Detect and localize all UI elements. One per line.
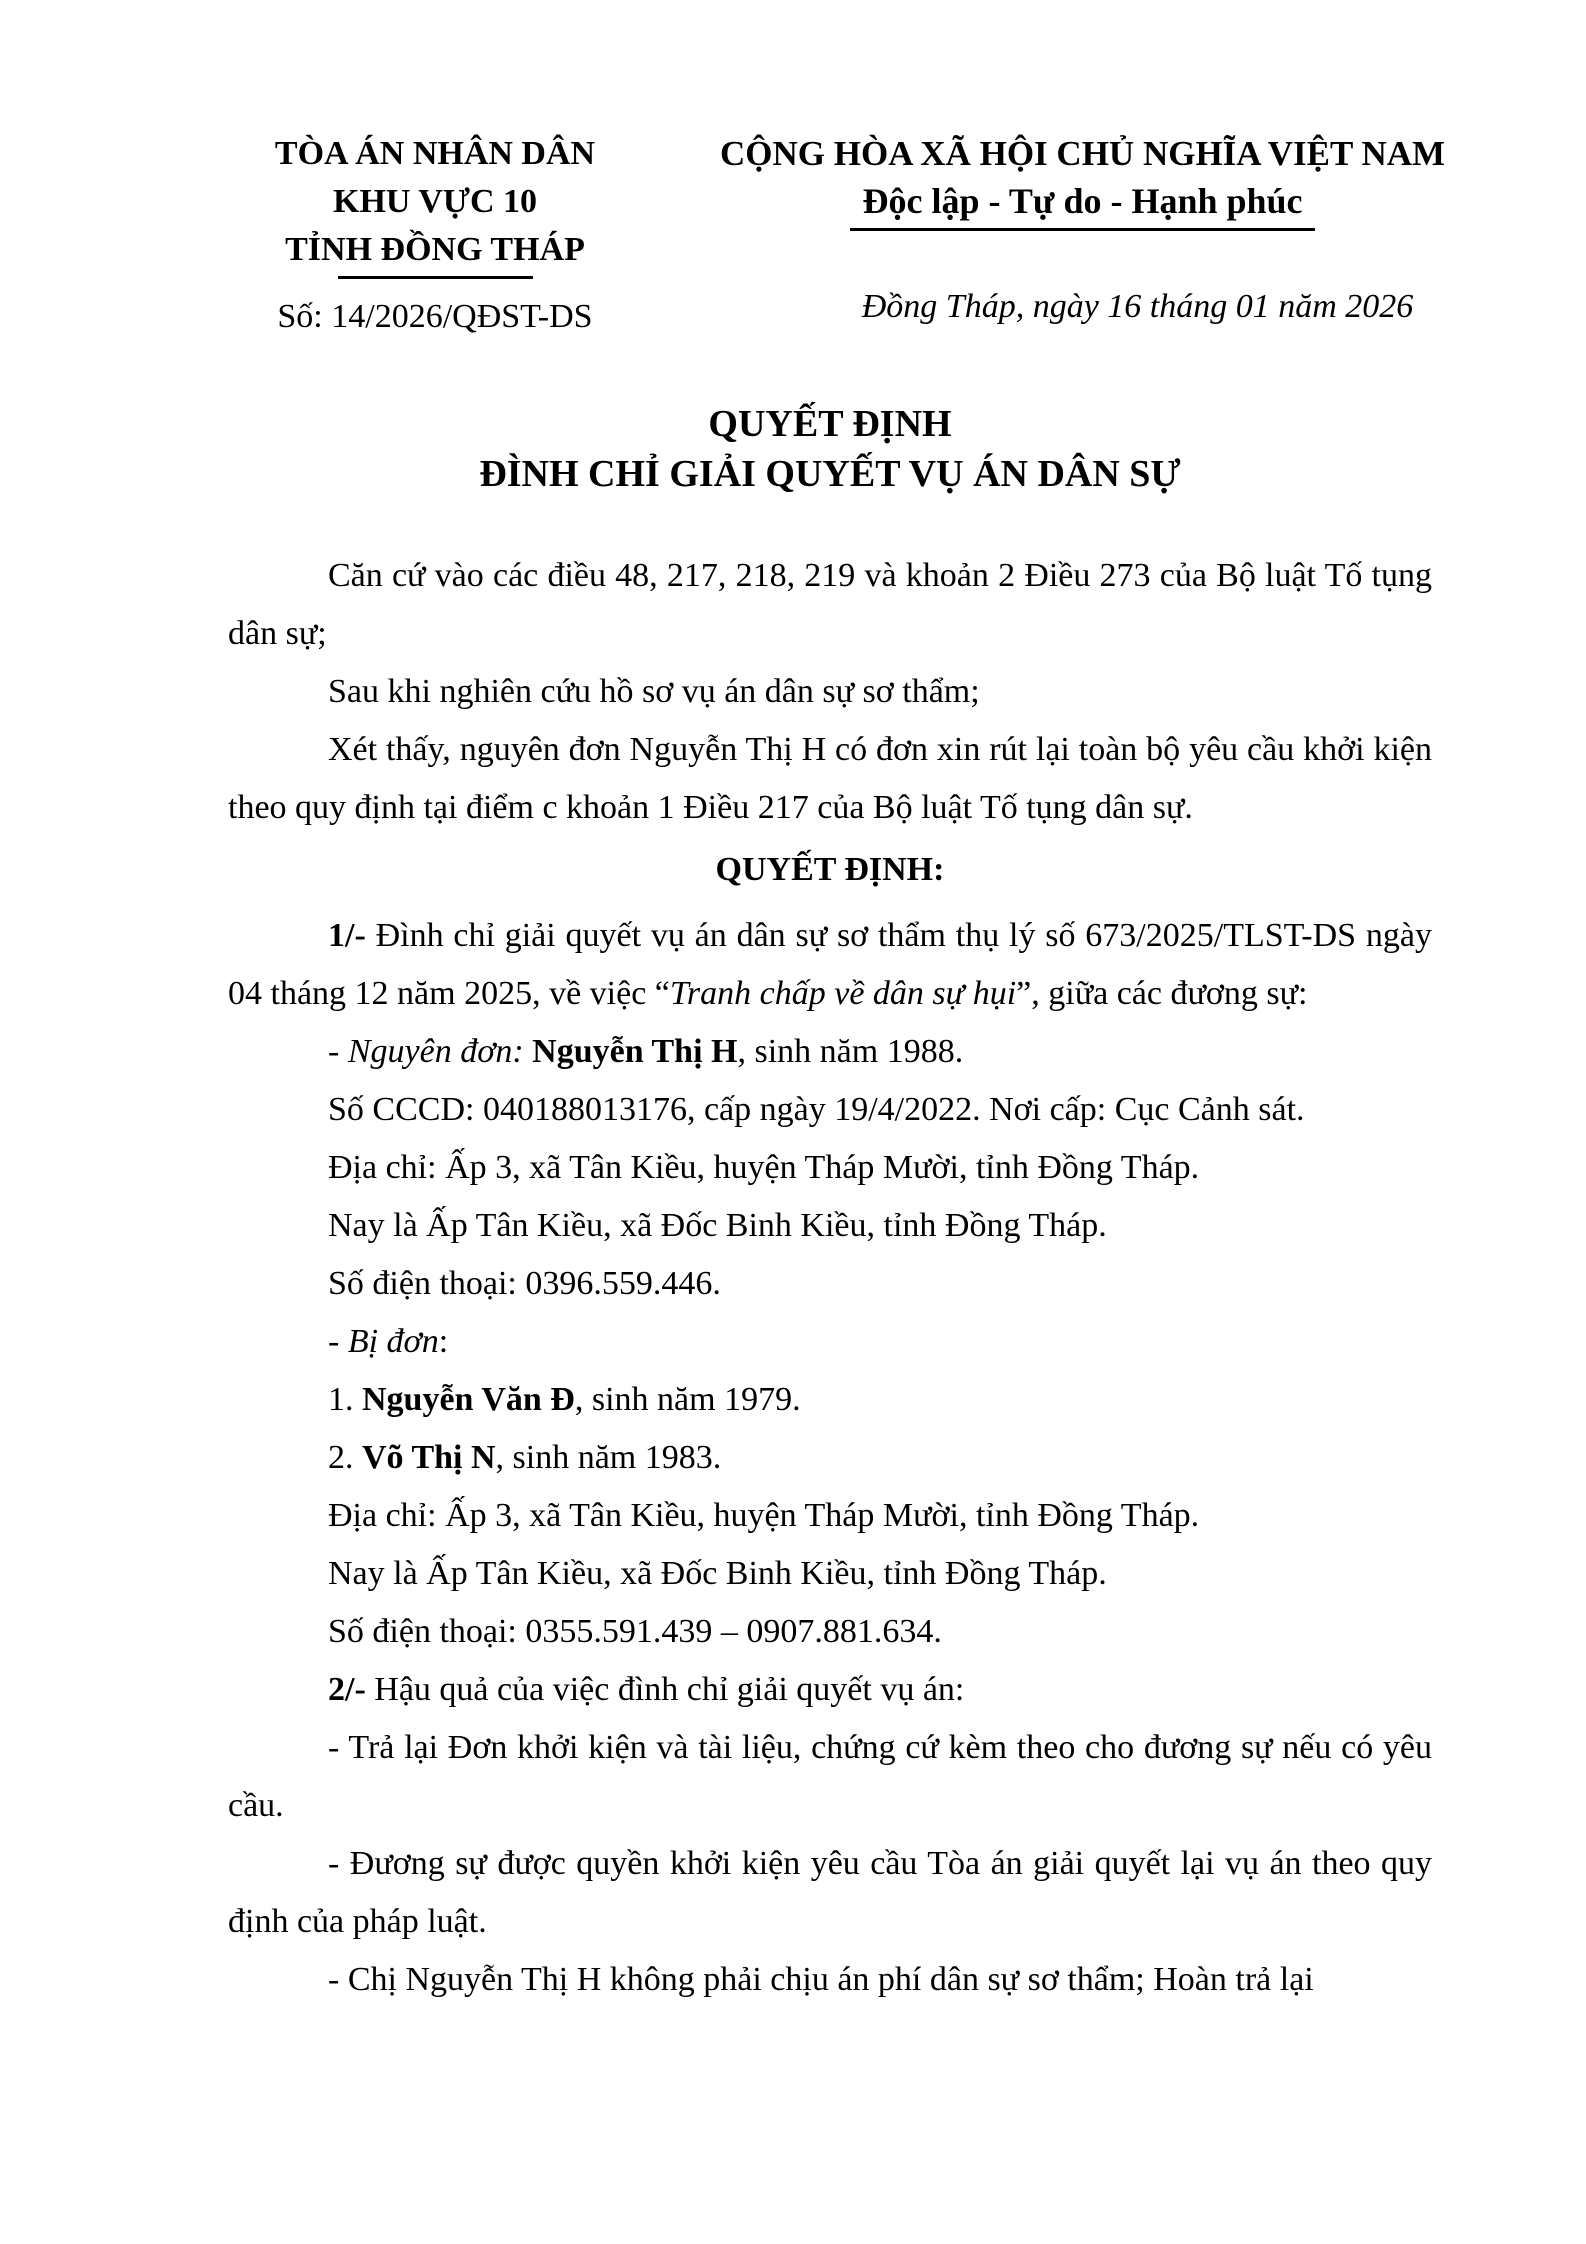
text-segment: Hậu quả của việc đình chỉ giải quyết vụ án: <box>374 1671 965 1708</box>
decision-subtitle: ĐÌNH CHỈ GIẢI QUYẾT VỤ ÁN DÂN SỰ <box>479 453 1181 495</box>
text-segment: - Trả lại Đơn khởi kiện và tài liệu, chứng cứ kèm theo cho đương sự nếu có yêu cầu. <box>228 1729 1432 1824</box>
body-paragraph-defendant-address <box>228 1487 1432 1545</box>
text-segment: - <box>328 1323 348 1360</box>
body-paragraph-plaintiff-address-now <box>228 1197 1432 1255</box>
text-segment: - Chị Nguyễn Thị H không phải chịu án phí dân sự sơ thẩm; Hoàn trả lại <box>328 1961 1314 1998</box>
text-segment: Tranh chấp về dân sự hụi <box>669 975 1017 1012</box>
text-segment: Số điện thoại: 0355.591.439 – 0907.881.634. <box>328 1613 942 1650</box>
body-paragraph-consequence-2 <box>228 1835 1432 1951</box>
text-segment: Xét thấy, nguyên đơn Nguyễn Thị H có đơn xin rút lại toàn bộ yêu cầu khởi kiện theo quy định tại điểm c khoản 1 Điều 217 của Bộ luật Tố tụng dân sự. <box>228 731 1432 826</box>
text-segment: Nguyên đơn: <box>347 1033 533 1070</box>
body-paragraph-plaintiff-phone <box>228 1255 1432 1313</box>
text-segment: Nguyễn Thị H <box>532 1033 738 1070</box>
text-segment: Sau khi nghiên cứu hồ sơ vụ án dân sự sơ thẩm; <box>328 673 980 710</box>
decision-title: QUYẾT ĐỊNH <box>708 403 952 445</box>
body-paragraph-consequence-3 <box>228 1951 1432 2009</box>
body-paragraph-defendant-address-now <box>228 1545 1432 1603</box>
body-paragraph-defendant-phone <box>228 1603 1432 1661</box>
court-province-line: TỈNH ĐỒNG THÁP <box>285 231 585 268</box>
text-segment: Nay là Ấp Tân Kiều, xã Đốc Binh Kiều, tỉnh Đồng Tháp. <box>328 1207 1107 1244</box>
text-segment: , sinh năm 1979. <box>574 1381 801 1418</box>
text-segment: Số CCCD: 040188013176, cấp ngày 19/4/2022. Nơi cấp: Cục Cảnh sát. <box>328 1091 1305 1128</box>
text-segment: , sinh năm 1983. <box>495 1439 722 1476</box>
text-segment: 1. <box>328 1381 362 1418</box>
body-paragraph-finding <box>228 721 1432 837</box>
document-body <box>228 547 1432 2009</box>
text-segment: Võ Thị N <box>362 1439 496 1476</box>
text-segment: Địa chỉ: Ấp 3, xã Tân Kiều, huyện Tháp Mười, tỉnh Đồng Tháp. <box>328 1497 1200 1534</box>
text-segment: : <box>438 1323 449 1360</box>
body-paragraph-article-1 <box>228 907 1432 1023</box>
court-region-line: KHU VỰC 10 <box>333 183 537 220</box>
motto-line: Độc lập - Tự do - Hạnh phúc <box>850 178 1314 231</box>
body-paragraph-defendant-1 <box>228 1371 1432 1429</box>
text-segment: 1/- <box>328 917 376 954</box>
text-segment: Bị đơn <box>347 1323 439 1360</box>
text-segment: Đình chỉ giải quyết vụ án dân sự sơ thẩm thụ lý số 673/2025/TLST-DS ngày 04 tháng 12 năm 2025, về việc “ <box>228 917 1432 1012</box>
text-segment: - <box>328 1033 348 1070</box>
court-name-line: TÒA ÁN NHÂN DÂN <box>274 135 596 172</box>
issuing-authority-block <box>150 130 720 341</box>
text-segment: 2. <box>328 1439 362 1476</box>
text-segment: 2/- <box>328 1671 375 1708</box>
text-segment: QUYẾT ĐỊNH: <box>715 851 945 888</box>
document-header <box>150 130 1446 341</box>
document-number: Số: 14/2026/QĐST-DS <box>277 298 593 335</box>
body-paragraph-article-2 <box>228 1661 1432 1719</box>
header-left-divider <box>338 276 533 279</box>
body-paragraph-consequence-1 <box>228 1719 1432 1835</box>
body-paragraph-legal-basis-2 <box>228 663 1432 721</box>
text-segment: Nay là Ấp Tân Kiều, xã Đốc Binh Kiều, tỉnh Đồng Tháp. <box>328 1555 1107 1592</box>
body-paragraph-defendant-label <box>228 1313 1432 1371</box>
text-segment: Nguyễn Văn Đ <box>362 1381 575 1418</box>
body-paragraph-plaintiff-id <box>228 1081 1432 1139</box>
text-segment: Căn cứ vào các điều 48, 217, 218, 219 và khoản 2 Điều 273 của Bộ luật Tố tụng dân sự; <box>228 557 1432 652</box>
text-segment: ”, giữa các đương sự: <box>1016 975 1308 1012</box>
body-paragraph-plaintiff <box>228 1023 1432 1081</box>
text-segment: Địa chỉ: Ấp 3, xã Tân Kiều, huyện Tháp Mười, tỉnh Đồng Tháp. <box>328 1149 1200 1186</box>
place-date-line: Đồng Tháp, ngày 16 tháng 01 năm 2026 <box>861 288 1414 325</box>
body-paragraph-legal-basis-1 <box>228 547 1432 663</box>
body-paragraph-plaintiff-address <box>228 1139 1432 1197</box>
republic-title: CỘNG HÒA XÃ HỘI CHỦ NGHĨA VIỆT NAM <box>720 134 1446 173</box>
decision-title-block <box>228 399 1432 499</box>
national-motto-block <box>720 130 1445 331</box>
text-segment: Số điện thoại: 0396.559.446. <box>328 1265 721 1302</box>
text-segment: - Đương sự được quyền khởi kiện yêu cầu Tòa án giải quyết lại vụ án theo quy định của pháp luật. <box>228 1845 1432 1940</box>
body-paragraph-defendant-2 <box>228 1429 1432 1487</box>
text-segment: , sinh năm 1988. <box>737 1033 964 1070</box>
body-paragraph-decides-heading <box>228 841 1432 899</box>
